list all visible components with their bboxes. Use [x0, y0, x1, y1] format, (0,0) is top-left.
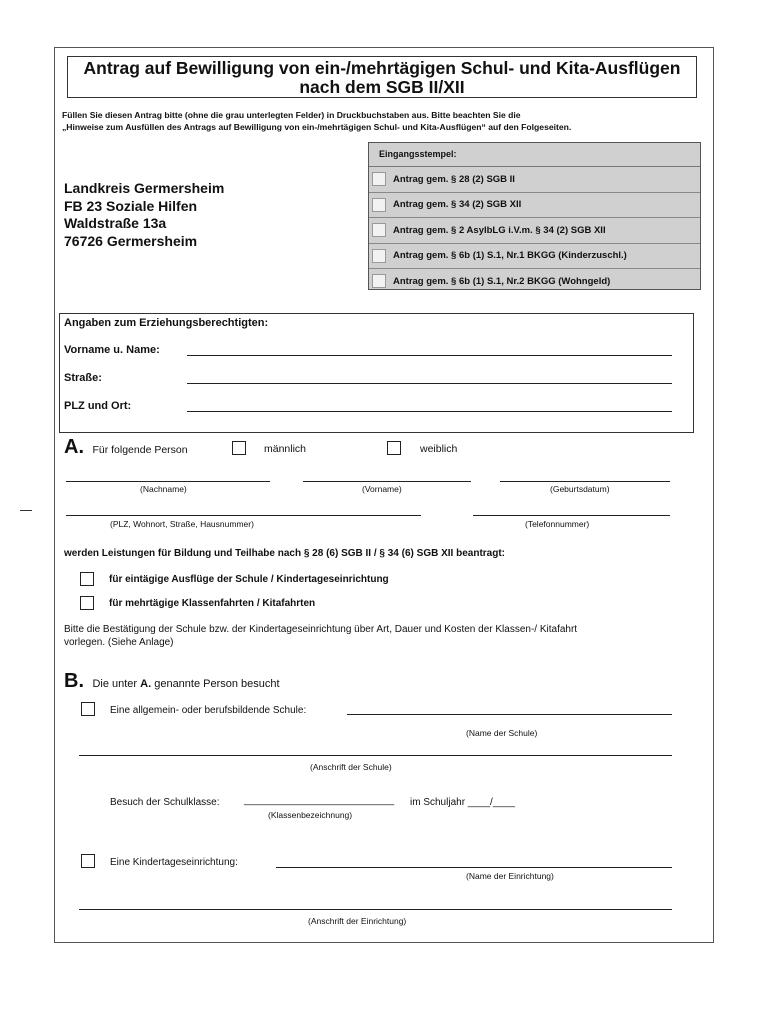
city-label: PLZ und Ort:	[64, 400, 132, 412]
school-year-label[interactable]: im Schuljahr ____/____	[410, 797, 516, 808]
recipient-address	[64, 180, 224, 250]
male-checkbox[interactable]	[232, 441, 246, 455]
stamp-row-label: Antrag gem. § 34 (2) SGB XII	[393, 199, 522, 211]
form-title	[67, 56, 697, 98]
section-a-heading	[64, 436, 188, 459]
stamp-checkbox[interactable]	[372, 223, 386, 237]
note-line-2: vorlegen. (Siehe Anlage)	[64, 636, 174, 648]
stamp-row-label: Antrag gem. § 6b (1) S.1, Nr.2 BKGG (Wohngeld)	[393, 275, 611, 287]
male-label: männlich	[264, 443, 307, 455]
street-label: Straße:	[64, 372, 102, 384]
instructions-line-2: „Hinweise zum Ausfüllen des Antrags auf Bewilligung von ein-/mehrtägigen Schul- und Kita-Ausflügen“ auf den Folgeseiten.	[62, 122, 572, 132]
stamp-checkbox[interactable]	[372, 172, 386, 186]
lastname-field[interactable]	[66, 481, 270, 482]
section-b-ref: A.	[140, 678, 152, 690]
section-b-letter: B.	[64, 670, 84, 692]
address-line-2: FB 23 Soziale Hilfen	[64, 197, 198, 214]
name-field[interactable]	[187, 355, 672, 356]
kita-label: Eine Kindertageseinrichtung:	[110, 857, 238, 868]
school-label: Eine allgemein- oder berufsbildende Schule:	[110, 705, 307, 716]
note-line-1: Bitte die Bestätigung der Schule bzw. der Kindertageseinrichtung über Art, Dauer und Kosten der Klassen-/ Kitafahrt	[64, 624, 578, 635]
firstname-field[interactable]	[303, 481, 471, 482]
stamp-row	[369, 244, 700, 270]
guardian-section	[59, 313, 694, 433]
kita-address-field[interactable]	[79, 909, 672, 910]
section-b-intro-end: genannte Person besucht	[151, 678, 280, 690]
class-field[interactable]: ___________________________	[244, 795, 395, 806]
phone-field[interactable]	[473, 515, 670, 516]
stamp-row	[369, 269, 700, 294]
female-label: weiblich	[420, 443, 458, 455]
section-b-intro: Die unter	[92, 678, 141, 690]
stamp-row	[369, 218, 700, 244]
school-checkbox[interactable]	[81, 702, 95, 716]
title-line-2: nach dem SGB II/XII	[299, 77, 465, 97]
day-trip-label: für eintägige Ausflüge der Schule / Kindertageseinrichtung	[109, 574, 389, 585]
lastname-caption: (Nachname)	[140, 484, 187, 494]
firstname-caption: (Vorname)	[362, 484, 402, 494]
confirmation-note	[64, 624, 577, 649]
stamp-checkbox[interactable]	[372, 198, 386, 212]
school-address-field[interactable]	[79, 755, 672, 756]
instructions	[62, 109, 571, 133]
female-checkbox[interactable]	[387, 441, 401, 455]
address-line-4: 76726 Germersheim	[64, 232, 198, 249]
office-use-stamp-box	[368, 142, 701, 290]
address-caption: (PLZ, Wohnort, Straße, Hausnummer)	[110, 519, 254, 529]
kita-name-caption: (Name der Einrichtung)	[466, 871, 554, 881]
birthdate-field[interactable]	[500, 481, 670, 482]
section-b-heading	[64, 670, 280, 693]
birthdate-caption: (Geburtsdatum)	[550, 484, 610, 494]
class-label: Besuch der Schulklasse:	[110, 797, 220, 808]
stamp-row-label: Antrag gem. § 6b (1) S.1, Nr.1 BKGG (Kinderzuschl.)	[393, 250, 627, 262]
address-field[interactable]	[66, 515, 421, 516]
class-trip-checkbox[interactable]	[80, 596, 94, 610]
instructions-line-1: Füllen Sie diesen Antrag bitte (ohne die grau unterlegten Felder) in Druckbuchstaben aus. Bitte beachten Sie die	[62, 110, 521, 120]
phone-caption: (Telefonnummer)	[525, 519, 590, 529]
section-a-letter: A.	[64, 436, 84, 458]
class-trip-label: für mehrtägige Klassenfahrten / Kitafahrten	[109, 598, 316, 609]
stamp-checkbox[interactable]	[372, 249, 386, 263]
school-name-field[interactable]	[347, 714, 672, 715]
kita-checkbox[interactable]	[81, 854, 95, 868]
address-line-1: Landkreis Germersheim	[64, 180, 225, 196]
stamp-row	[369, 193, 700, 219]
class-caption: (Klassenbezeichnung)	[268, 810, 353, 820]
stamp-row-label: Antrag gem. § 28 (2) SGB II	[393, 173, 515, 185]
benefits-statement: werden Leistungen für Bildung und Teilhabe nach § 28 (6) SGB II / § 34 (6) SGB XII beantragt:	[64, 548, 505, 559]
stamp-checkbox[interactable]	[372, 274, 386, 288]
school-name-caption: (Name der Schule)	[466, 728, 538, 738]
city-field[interactable]	[187, 411, 672, 412]
stamp-row-label: Antrag gem. § 2 AsylbLG i.V.m. § 34 (2) SGB XII	[393, 224, 606, 236]
title-line-1: Antrag auf Bewilligung von ein-/mehrtägigen Schul- und Kita-Ausflügen	[83, 58, 681, 78]
section-a-intro: Für folgende Person	[92, 444, 188, 456]
margin-mark	[20, 510, 32, 511]
stamp-row	[369, 167, 700, 193]
stamp-header: Eingangsstempel:	[369, 143, 700, 167]
school-address-caption: (Anschrift der Schule)	[310, 762, 392, 772]
address-line-3: Waldstraße 13a	[64, 215, 167, 231]
kita-address-caption: (Anschrift der Einrichtung)	[308, 916, 407, 926]
day-trip-checkbox[interactable]	[80, 572, 94, 586]
name-label: Vorname u. Name:	[64, 344, 160, 356]
street-field[interactable]	[187, 383, 672, 384]
guardian-heading: Angaben zum Erziehungsberechtigten:	[64, 317, 269, 329]
kita-name-field[interactable]	[276, 867, 672, 868]
